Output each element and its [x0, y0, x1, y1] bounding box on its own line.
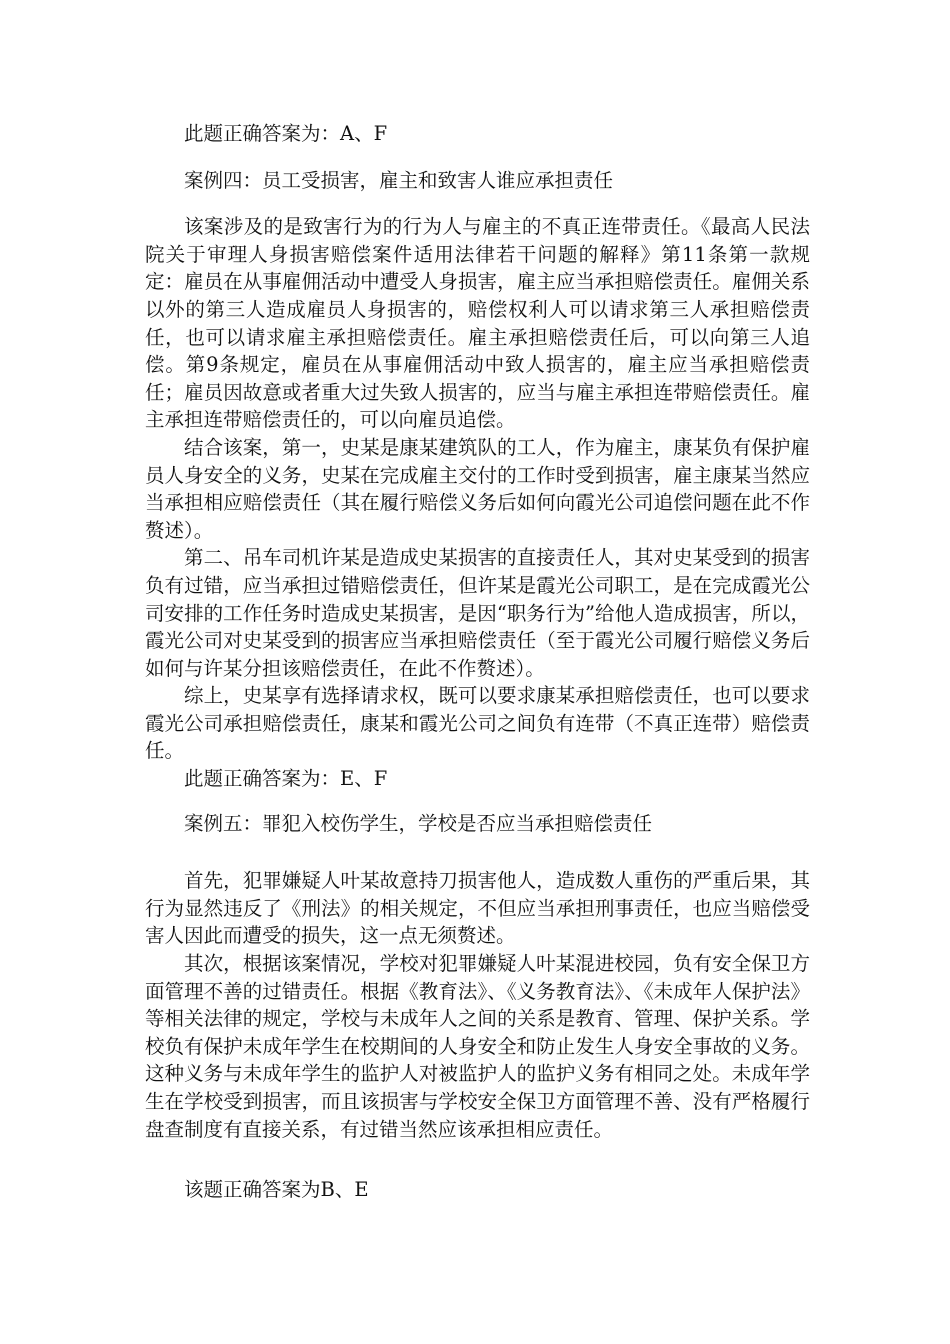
answer-case-five: 该题正确答案为B、E: [184, 1178, 369, 1202]
case-five-paragraph-2: 其次，根据该案情况，学校对犯罪嫌疑人叶某混进校园，负有安全保卫方面管理不善的过错责任。根据《教育法》、《义务教育法》、《未成年人保护法》等相关法律的规定，学校与未成年人之间的关系是教育、管理、保护关系。学校负有保护未成年学生在校期间的人身安全和防止发生人身安全事故的义务。这种义务与未成年学生的监护人对被监护人的监护义务有相同之处。未成年学生在学校受到损害，而且该损害与学校安全保卫方面管理不善、没有严格履行盘查制度有直接关系，有过错当然应该承担相应责任。: [145, 952, 810, 1141]
case-four-paragraph-1: 该案涉及的是致害行为的行为人与雇主的不真正连带责任。《最高人民法院关于审理人身损害赔偿案件适用法律若干问题的解释》第11条第一款规定：雇员在从事雇佣活动中遭受人身损害，雇主应当承担赔偿责任。雇佣关系以外的第三人造成雇员人身损害的，赔偿权利人可以请求第三人承担赔偿责任，也可以请求雇主承担赔偿责任。雇主承担赔偿责任后，可以向第三人追偿。第9条规定，雇员在从事雇佣活动中致人损害的，雇主应当承担赔偿责任；雇员因故意或者重大过失致人损害的，应当与雇主承担连带赔偿责任。雇主承担连带赔偿责任的，可以向雇员追偿。: [145, 215, 810, 432]
case-five-heading: 案例五：罪犯入校伤学生，学校是否应当承担赔偿责任: [184, 811, 653, 835]
answer-case-four: 此题正确答案为：E、F: [184, 767, 388, 791]
case-four-paragraph-4: 综上，史某享有选择请求权，既可以要求康某承担赔偿责任，也可以要求霞光公司承担赔偿责任，康某和霞光公司之间负有连带（不真正连带）赔偿责任。: [145, 684, 810, 763]
answer-case-three: 此题正确答案为：A、F: [184, 122, 388, 145]
case-four-paragraph-3: 第二、吊车司机许某是造成史某损害的直接责任人，其对史某受到的损害负有过错，应当承担过错赔偿责任，但许某是霞光公司职工，是在完成霞光公司安排的工作任务时造成史某损害，是因“职务行为”给他人造成损害，所以，霞光公司对史某受到的损害应当承担赔偿责任（至于霞光公司履行赔偿义务后如何与许某分担该赔偿责任，在此不作赘述）。: [145, 546, 810, 680]
case-four-paragraph-2: 结合该案，第一，史某是康某建筑队的工人，作为雇主，康某负有保护雇员人身安全的义务，史某在完成雇主交付的工作时受到损害，雇主康某当然应当承担相应赔偿责任（其在履行赔偿义务后如何向霞光公司追偿问题在此不作赘述）。: [145, 435, 810, 542]
case-four-heading: 案例四：员工受损害，雇主和致害人谁应承担责任: [184, 168, 614, 192]
document-body: [145, 120, 810, 1204]
case-five-paragraph-1: 首先，犯罪嫌疑人叶某故意持刀损害他人，造成数人重伤的严重后果，其行为显然违反了《刑法》的相关规定，不但应当承担刑事责任，也应当赔偿受害人因此而遭受的损失，这一点无须赘述。: [145, 869, 810, 948]
